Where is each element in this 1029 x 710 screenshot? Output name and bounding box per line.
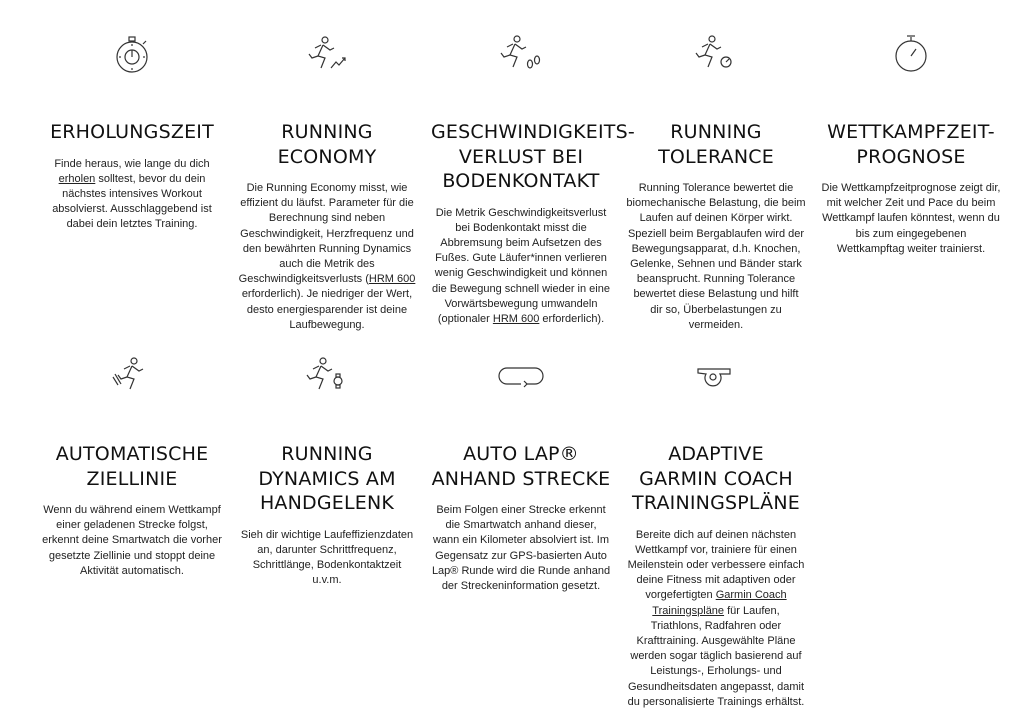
card-title: ERHOLUNGSZEIT — [50, 121, 214, 143]
runner-footprints-icon — [495, 28, 547, 80]
feature-card-recovery-time — [42, 28, 222, 233]
runner-finish-line-icon — [106, 350, 158, 402]
card-title: AUTO LAP® ANHAND STRECKE — [431, 443, 611, 490]
timer-icon — [885, 28, 937, 80]
feature-card-running-economy — [237, 28, 417, 333]
card-description: Die Wettkampfzeitprognose zeigt dir, mit welcher Zeit und Pace du beim Wettkampf laufen könntest, wenn du bis zum eingegebenen Wettkampftag weiter trainierst. — [821, 182, 1001, 255]
whistle-icon — [690, 350, 742, 402]
card-title: RUNNING ECONOMY — [277, 121, 377, 168]
hrm600-link[interactable]: HRM 600 — [368, 273, 416, 286]
feature-card-course-auto-lap — [431, 350, 611, 594]
card-title: AUTOMATISCHE ZIELLINIE — [55, 443, 209, 490]
card-description: Sieh dir wichtige Laufeffizienzdaten an, darunter Schrittfrequenz, Schrittlänge, Bodenkontaktzeit u.v.m. — [240, 528, 414, 587]
recover-link[interactable]: erholen — [58, 172, 96, 185]
stopwatch-icon — [106, 28, 158, 80]
card-description: Wenn du während einem Wettkampf einer geladenen Strecke folgst, erkennt deine Smartwatch die vorher gesetzte Ziellinie und stoppt deine Aktivität automatisch. — [42, 504, 222, 577]
card-title: RUNNING TOLERANCE — [658, 121, 774, 168]
hrm600-link[interactable]: HRM 600 — [492, 312, 540, 325]
feature-card-running-tolerance — [626, 28, 806, 333]
card-title: WETTKAMPFZEIT-PROGNOSE — [827, 121, 995, 168]
runner-gauge-icon — [690, 28, 742, 80]
feature-card-wrist-running-dynamics — [237, 350, 417, 588]
garmin-coach-link[interactable]: Garmin Coach Trainingspläne — [652, 589, 787, 617]
runner-watch-icon — [301, 350, 353, 402]
feature-card-race-predictor — [821, 28, 1001, 257]
feature-card-auto-finish-line — [42, 350, 222, 579]
feature-card-garmin-coach — [626, 350, 806, 710]
runner-trend-icon — [301, 28, 353, 80]
card-title: RUNNING DYNAMICS AM HANDGELENK — [258, 443, 396, 514]
card-title: ADAPTIVE GARMIN COACH TRAININGSPLÄNE — [632, 443, 800, 514]
feature-card-ground-contact — [431, 28, 635, 327]
card-description: Bereite dich auf deinen nächsten Wettkampf vor, trainiere für einen Meilenstein oder verbessere einfach deine Fitness mit adaptiven oder vorgefertigten Garmin Coach Trainingspläne für Laufen, Triathlons, Radfahren oder Krafttraining. Ausgewählte Pläne werden sogar täglich basierend auf Leistungs-, Erholungs- und Gesundheitsdaten angepasst, damit du personalisierte Trainings erhältst. — [627, 528, 805, 708]
card-description: Die Metrik Geschwindigkeitsverlust bei Bodenkontakt misst die Abbremsung beim Aufsetzen des Fußes. Gute Läufer*innen verlieren wenig Geschwindigkeit und können die Bewegung schnell wieder in eine Vorwärtsbewegung umwandeln (optionaler HRM 600 erforderlich). — [432, 206, 610, 325]
card-description: Die Running Economy misst, wie effizient du läufst. Parameter für die Berechnung sind neben Geschwindigkeit, Herzfrequenz und den bewährten Running Dynamics auch die Metrik des Geschwindigkeitsverlusts (HRM 600 erforderlich). Je niedriger der Wert, desto energiesparender ist deine Laufbewegung. — [238, 182, 416, 331]
card-title: GESCHWINDIGKEITS-VERLUST BEI BODENKONTAKT — [431, 121, 635, 192]
card-description: Finde heraus, wie lange du dich erholen solltest, bevor du dein nächstes intensives Workout absolvierst. Ausschlaggebend ist dabei dein letztes Training. — [52, 157, 212, 231]
lap-loop-icon — [495, 350, 547, 402]
card-description: Beim Folgen einer Strecke erkennt die Smartwatch anhand dieser, wann ein Kilometer absolviert ist. Im Gegensatz zur GPS-basierten Auto Lap® Runde wird die Runde anhand der Streckeninformation gesetzt. — [431, 504, 611, 593]
card-description: Running Tolerance bewertet die biomechanische Belastung, die beim Laufen auf deinen Körper wirkt. Speziell beim Bergablaufen wird der Bewegungsapparat, d.h. Knochen, Gelenke, Sehnen und Bänder stark beansprucht. Running Tolerance bewertet diese Belastung und hilft dir so, Überbelastungen zu vermeiden. — [626, 182, 806, 331]
